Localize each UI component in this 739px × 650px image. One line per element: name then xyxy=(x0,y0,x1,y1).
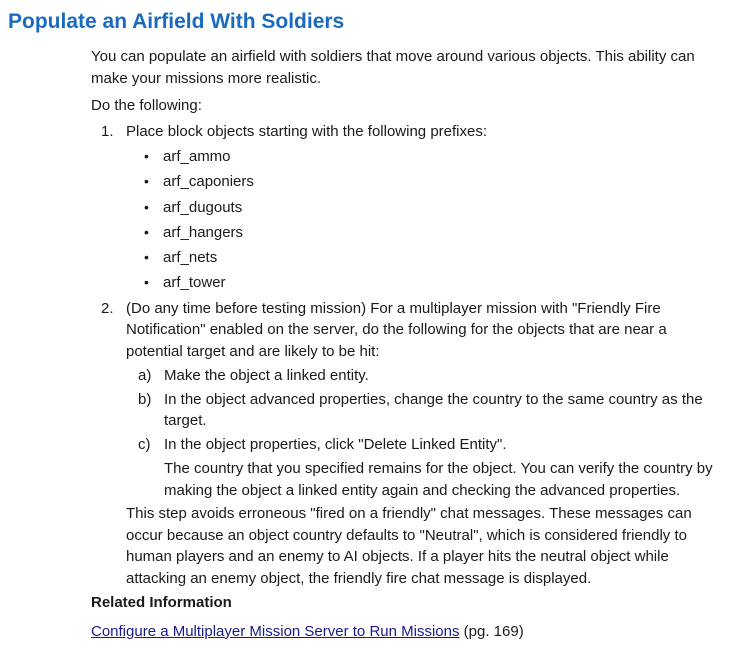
substep-a xyxy=(91,365,723,387)
content xyxy=(91,46,723,642)
list-item: • arf_tower xyxy=(126,270,723,295)
bullet-icon: • xyxy=(144,274,149,291)
list-item: • arf_ammo xyxy=(126,144,723,169)
related-information-heading: Related Information xyxy=(91,594,232,612)
lead-text: Do the following: xyxy=(91,97,202,114)
substep-letter: c) xyxy=(138,435,151,453)
substep-note: The country that you specified remains for the object. You can verify the country by making the object a linked entity again and checking the advanced properties. xyxy=(164,460,713,499)
substep-letter: a) xyxy=(138,367,152,385)
substep-text: In the object properties, click "Delete Linked Entity". xyxy=(164,435,507,453)
related-topic-link[interactable]: Configure a Multiplayer Mission Server to Run Missions xyxy=(91,622,460,640)
step-number: 2. xyxy=(101,299,114,317)
bullet-icon: • xyxy=(144,173,149,190)
list-item: • arf_nets xyxy=(126,245,723,270)
bullet-icon: • xyxy=(144,198,149,215)
substep-letter: b) xyxy=(138,390,152,408)
prefix-list xyxy=(126,144,723,296)
substeps xyxy=(126,365,723,501)
bullet-icon: • xyxy=(144,223,149,240)
intro-paragraph: You can populate an airfield with soldiers that move around various objects. This ability can make your missions more realistic. xyxy=(91,48,695,87)
substep-c xyxy=(91,434,723,502)
step-text: (Do any time before testing mission) For a multiplayer mission with "Friendly Fire Notification" enabled on the server, do the following for the objects that are near a potential target and are likely to be hit: xyxy=(126,299,667,360)
step-explanation: This step avoids erroneous "fired on a friendly" chat messages. These messages can occur because an object country defaults to "Neutral", which is considered friendly to human players and an enemy to AI objects. If a player hits the neutral object while attacking an enemy object, the friendly fire chat message is displayed. xyxy=(126,505,692,587)
step-number: 1. xyxy=(101,122,114,140)
related-link-row xyxy=(91,621,723,643)
list-item: • arf_hangers xyxy=(126,220,723,245)
list-item: • arf_caponiers xyxy=(126,169,723,194)
step-text: Place block objects starting with the following prefixes: xyxy=(126,122,488,140)
bullet-icon: • xyxy=(144,249,149,266)
list-item: • arf_dugouts xyxy=(126,195,723,220)
substep-b xyxy=(91,389,723,432)
substep-text: Make the object a linked entity. xyxy=(164,367,369,385)
substep-text: In the object advanced properties, change the country to the same country as the target. xyxy=(164,390,703,430)
page-reference: (pg. 169) xyxy=(459,622,524,640)
bullet-icon: • xyxy=(144,148,149,164)
step-2 xyxy=(91,298,723,590)
step-1 xyxy=(91,121,723,296)
page-title: Populate an Airfield With Soldiers xyxy=(8,10,345,33)
